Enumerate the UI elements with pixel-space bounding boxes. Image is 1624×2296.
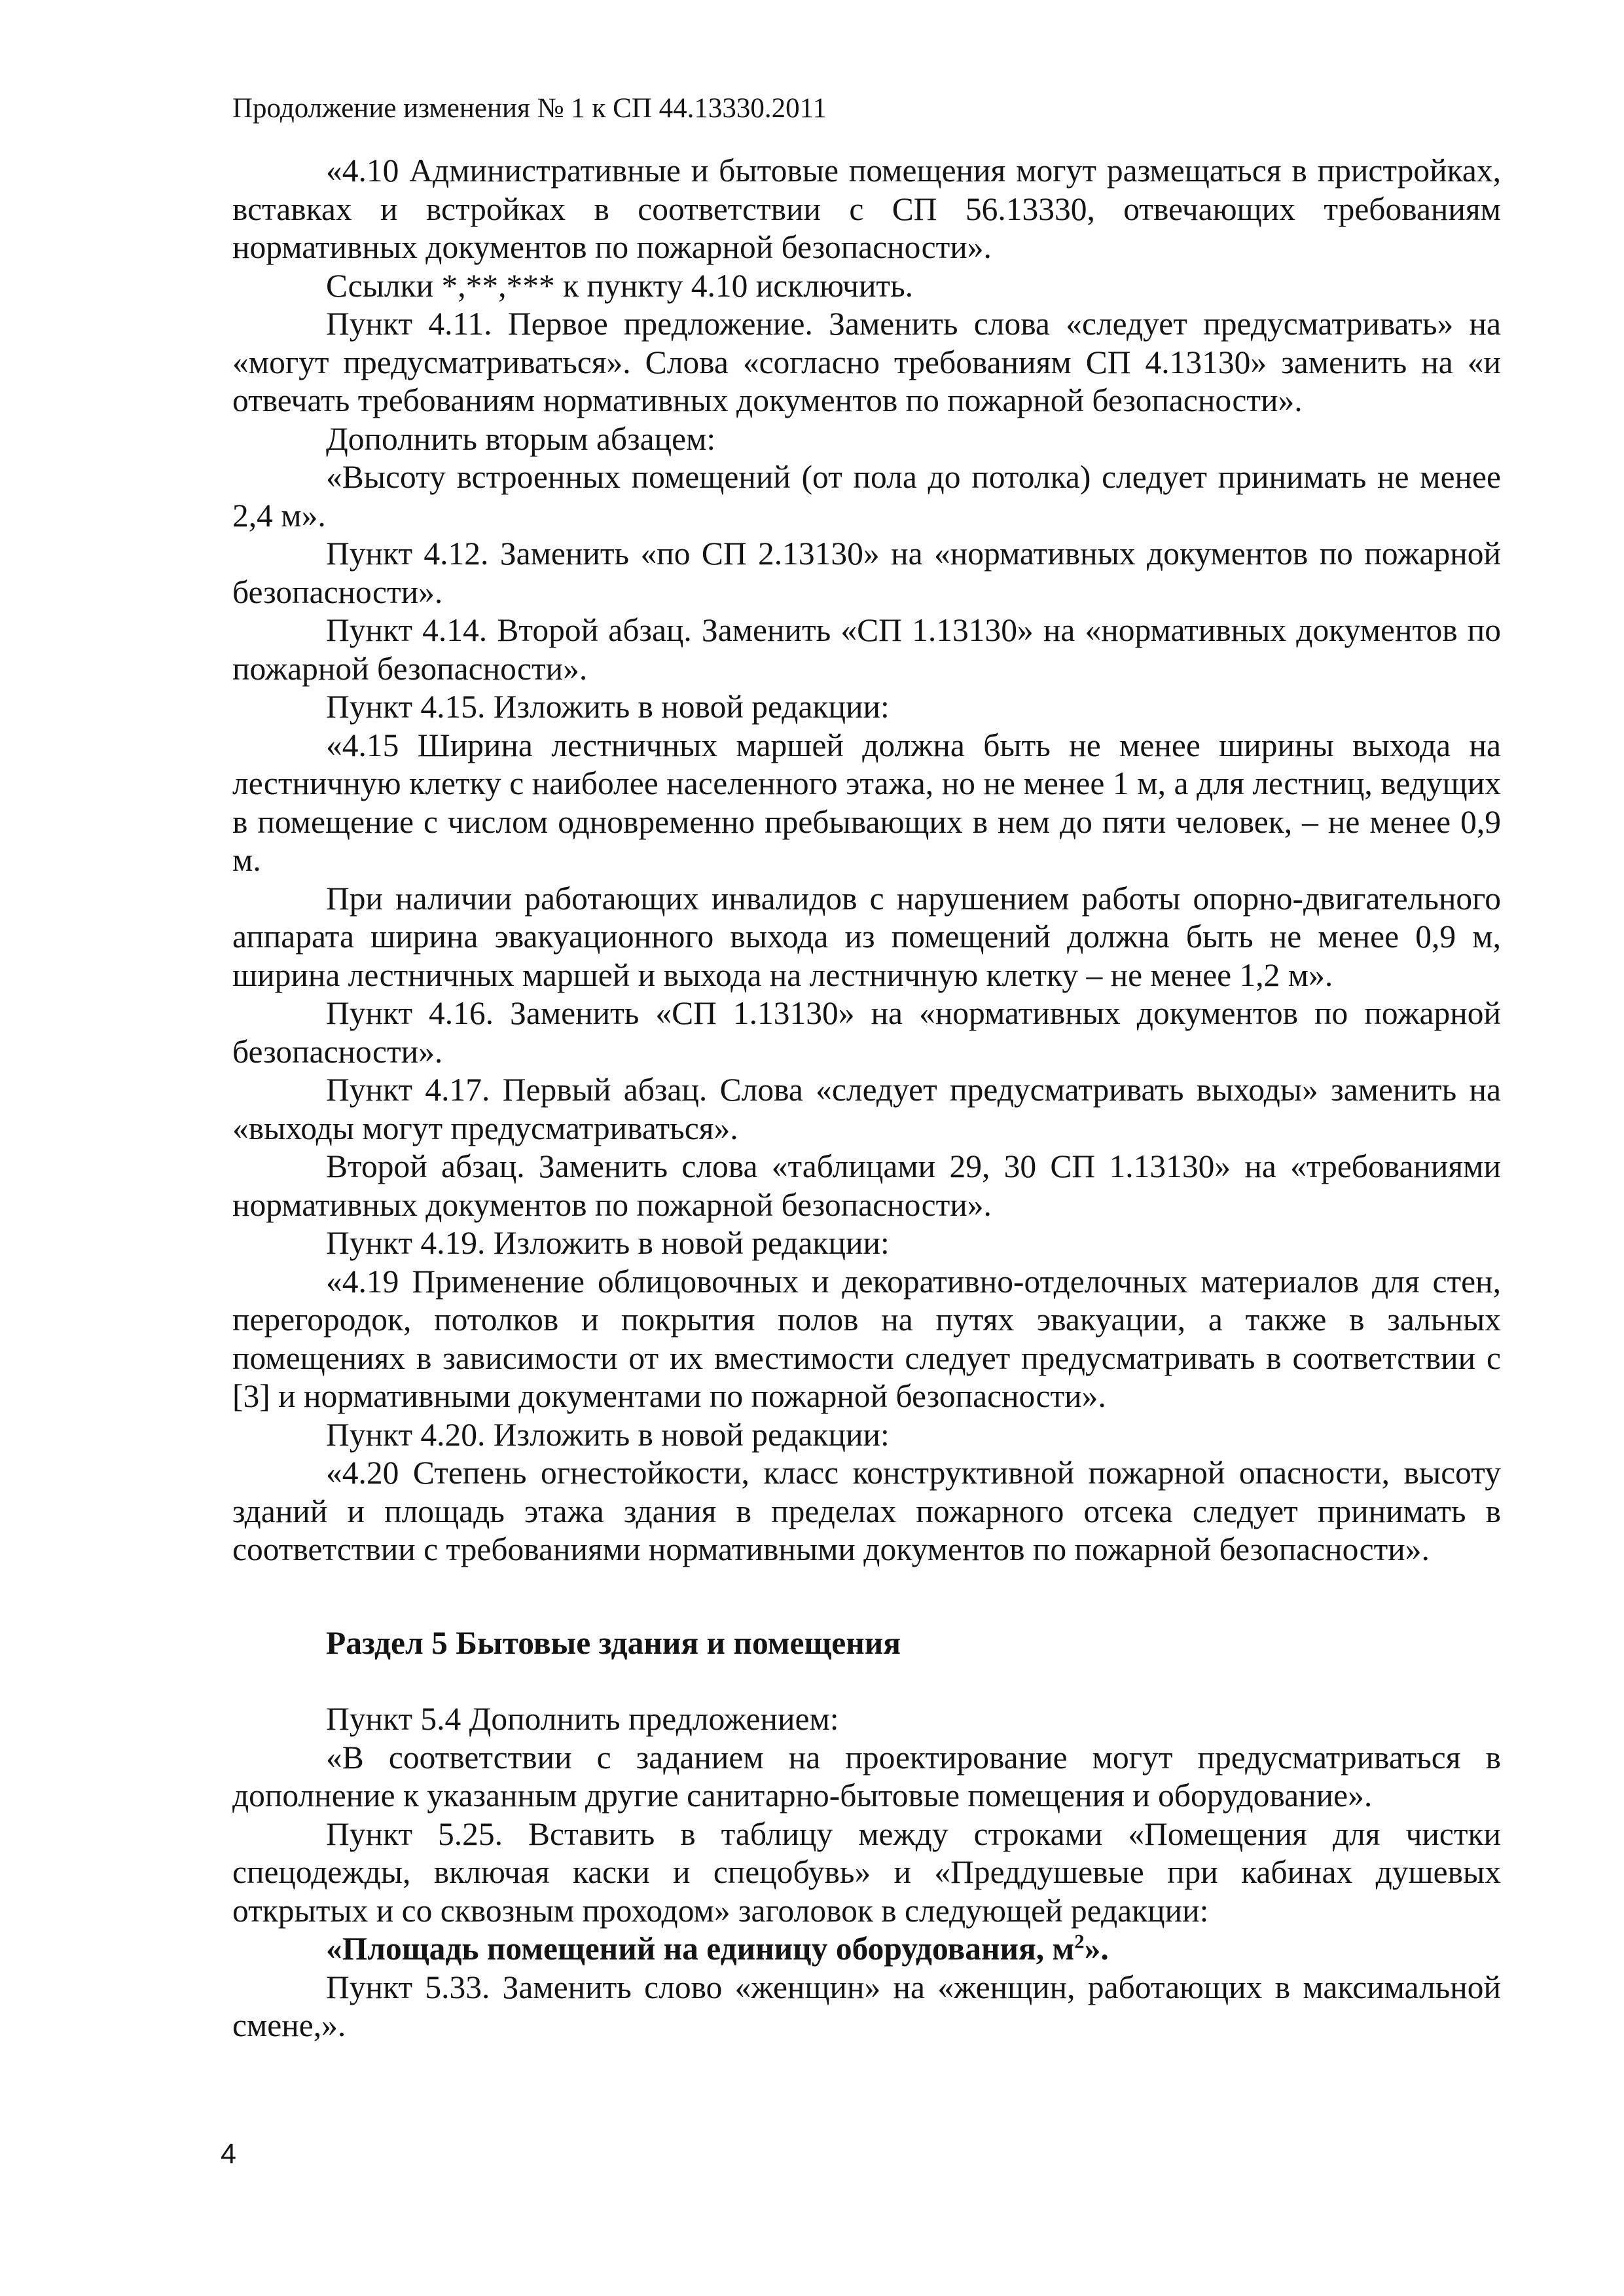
paragraph-4-17-second: Второй абзац. Заменить слова «таблицами 29, 30 СП 1.13130» на «требованиями нормативных документов по пожарной безопасности».	[232, 1148, 1501, 1223]
paragraph-4-15: Пункт 4.15. Изложить в новой редакции:	[326, 689, 890, 725]
paragraph-4-11-quote: «Высоту встроенных помещений (от пола до потолка) следует принимать не менее 2,4 м».	[232, 459, 1501, 534]
spacer	[232, 1569, 1501, 1624]
paragraph-4-11-addition: Дополнить вторым абзацем:	[326, 420, 716, 457]
section-heading: Раздел 5 Бытовые здания и помещения	[326, 1624, 901, 1661]
paragraph-4-12: Пункт 4.12. Заменить «по СП 2.13130» на «нормативных документов по пожарной безопасности».	[232, 536, 1501, 610]
page-number: 4	[221, 2138, 236, 2170]
paragraph-5-4: Пункт 5.4 Дополнить предложением:	[326, 1701, 839, 1737]
paragraph-4-16: Пункт 4.16. Заменить «СП 1.13130» на «нормативных документов по пожарной безопасности».	[232, 995, 1501, 1070]
running-header: Продолжение изменения № 1 к СП 44.13330.2011	[232, 93, 827, 124]
paragraph-4-19-quote: «4.19 Применение облицовочных и декоративно-отделочных материалов для стен, перегородок, потолков и покрытия полов на путях эвакуации, а также в зальных помещениях в зависимости от их вместимости следует предусматривать в соответствии с [3] и нормативными документами по пожарной безопасности».	[232, 1263, 1501, 1414]
bold-heading-suffix: ».	[1084, 1931, 1109, 1967]
bold-heading-text: «Площадь помещений на единицу оборудования, м	[326, 1931, 1075, 1967]
paragraph-5-25: Пункт 5.25. Вставить в таблицу между строками «Помещения для чистки спецодежды, включая каски и спецобувь» и «Преддушевые при кабинах душевых открытых и со сквозным проходом» заголовок в следующей редакции:	[232, 1815, 1501, 1929]
paragraph-4-19: Пункт 4.19. Изложить в новой редакции:	[326, 1225, 890, 1261]
bold-table-heading	[232, 1930, 1501, 1969]
paragraph-4-20-quote: «4.20 Степень огнестойкости, класс конструктивной пожарной опасности, высоту зданий и площадь этажа здания в пределах пожарного отсека следует принимать в соответствии с требованиями нормативными документов по пожарной безопасности».	[232, 1455, 1501, 1567]
paragraph-4-10-footnotes: Ссылки *,**,*** к пункту 4.10 исключить.	[326, 267, 914, 304]
paragraph-4-20: Пункт 4.20. Изложить в новой редакции:	[326, 1416, 890, 1453]
paragraph-4-17-first: Пункт 4.17. Первый абзац. Слова «следует предусматривать выходы» заменить на «выходы могут предусматриваться».	[232, 1072, 1501, 1146]
paragraph-4-10-text: «4.10 Административные и бытовые помещения могут размещаться в пристройках, вставках и встройках в соответствии с СП 56.13330, отвечающих требованиям нормативных документов по пожарной безопасности».	[232, 153, 1501, 265]
spacer	[232, 1662, 1501, 1700]
paragraph-4-14: Пункт 4.14. Второй абзац. Заменить «СП 1.13130» на «нормативных документов по пожарной безопасности».	[232, 612, 1501, 687]
paragraph-5-33: Пункт 5.33. Заменить слово «женщин» на «женщин, работающих в максимальной смене,».	[232, 1969, 1501, 2043]
paragraph-4-15-quote: «4.15 Ширина лестничных маршей должна быть не менее ширины выхода на лестничную клетку с наиболее населенного этажа, но не менее 1 м, а для лестниц, ведущих в помещение с числом одновременно пребывающих в нем до пяти человек, – не менее 0,9 м.	[232, 727, 1501, 878]
superscript: 2	[1074, 1930, 1085, 1953]
paragraph-4-11: Пункт 4.11. Первое предложение. Заменить слова «следует предусматривать» на «могут предусматриваться». Слова «согласно требованиям СП 4.13130» заменить на «и отвечать требованиям нормативных документов по пожарной безопасности».	[232, 306, 1501, 418]
paragraph-5-4-quote: «В соответствии с заданием на проектирование могут предусматриваться в дополнение к указанным другие санитарно-бытовые помещения и оборудование».	[232, 1739, 1501, 1813]
document-body	[232, 152, 1501, 2045]
paragraph-4-15-disabled: При наличии работающих инвалидов с нарушением работы опорно-двигательного аппарата ширина эвакуационного выхода из помещений должна быть не менее 0,9 м, ширина лестничных маршей и выхода на лестничную клетку – не менее 1,2 м».	[232, 880, 1501, 993]
